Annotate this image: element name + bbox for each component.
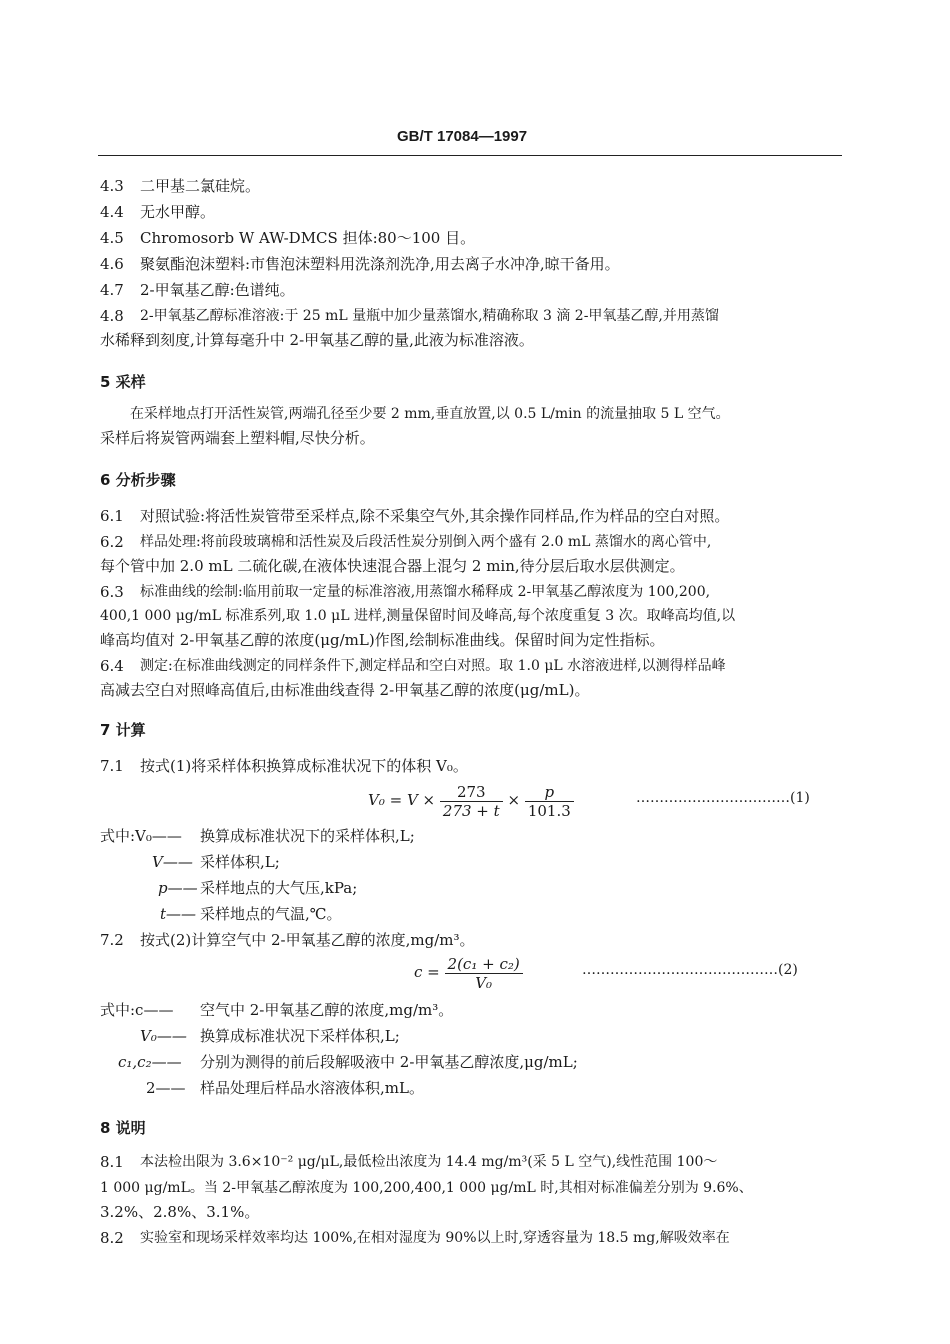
clause-num-4-7: 4.7: [100, 281, 124, 299]
clause-num-4-4: 4.4: [100, 203, 124, 221]
clause-text-4-6: 聚氨酯泡沫塑料:市售泡沫塑料用洗涤剂洗净,用去离子水冲净,晾干备用。: [140, 255, 620, 273]
clause-num-4-3: 4.3: [100, 177, 124, 195]
where2-desc-3: 样品处理后样品水溶液体积,mL。: [200, 1079, 424, 1097]
equation-2-number: ……………………………………(2): [582, 962, 798, 978]
clause-text-8-1-line2: 1 000 μg/mL。当 2-甲氧基乙醇浓度为 100,200,400,1 000 μg/mL 时,其相对标准偏差分别为 9.6%、: [100, 1180, 753, 1196]
clause-text-8-2-line1: 实验室和现场采样效率均达 100%,在相对湿度为 90%以上时,穿透容量为 18.5 mg,解吸效率在: [140, 1230, 730, 1246]
section-title-6: 6 分析步骤: [100, 471, 176, 489]
where1-sym-2: p——: [158, 879, 198, 897]
header-rule: [98, 155, 842, 156]
where2-sym-1: V₀——: [140, 1027, 187, 1045]
clause-num-4-6: 4.6: [100, 255, 124, 273]
clause-num-8-1: 8.1: [100, 1153, 124, 1171]
eq1-frac2-denominator: 101.3: [527, 801, 571, 820]
clause-num-6-3: 6.3: [100, 583, 124, 601]
clause-num-6-2: 6.2: [100, 533, 124, 551]
clause-text-8-1-line1: 本法检出限为 3.6×10⁻² μg/μL,最低检出浓度为 14.4 mg/m³(采 5 L 空气),线性范围 100～: [140, 1154, 718, 1170]
clause-num-7-1: 7.1: [100, 757, 124, 775]
section-title-8: 8 说明: [100, 1119, 146, 1137]
where1-sym-0: 式中:V₀——: [100, 827, 182, 845]
eq2-lhs: c =: [414, 963, 440, 981]
eq1-frac2-numerator: p: [525, 783, 574, 802]
where1-desc-2: 采样地点的大气压,kPa;: [200, 879, 358, 897]
clause-text-8-1-line3: 3.2%、2.8%、3.1%。: [100, 1203, 260, 1221]
clause-text-4-4: 无水甲醇。: [140, 203, 216, 221]
equation-1: [368, 780, 574, 820]
clause-text-7-2: 按式(2)计算空气中 2-甲氧基乙醇的浓度,mg/m³。: [140, 931, 475, 949]
section-title-5: 5 采样: [100, 373, 146, 391]
clause-text-6-2-line1: 样品处理:将前段玻璃棉和活性炭及后段活性炭分别倒入两个盛有 2.0 mL 蒸馏水的离心管中,: [140, 534, 712, 550]
clause-text-6-2-line2: 每个管中加 2.0 mL 二硫化碳,在液体快速混合器上混匀 2 min,待分层后取水层供测定。: [100, 557, 685, 575]
clause-text-4-7: 2-甲氧基乙醇:色谱纯。: [140, 281, 295, 299]
clause-text-6-3-line1: 标准曲线的绘制:临用前取一定量的标准溶液,用蒸馏水稀释成 2-甲氧基乙醇浓度为 100,200,: [140, 584, 711, 600]
equation-2: [414, 952, 523, 992]
clause-num-4-5: 4.5: [100, 229, 124, 247]
clause-text-7-1: 按式(1)将采样体积换算成标准状况下的体积 V₀。: [140, 757, 468, 775]
eq2-fraction: [445, 955, 523, 992]
standard-code-header: GB/T 17084—1997: [397, 128, 528, 145]
eq1-frac1-numerator: 273: [440, 783, 503, 802]
sec5-para-line1: 在采样地点打开活性炭管,两端孔径至少要 2 mm,垂直放置,以 0.5 L/min 的流量抽取 5 L 空气。: [130, 406, 730, 422]
clause-num-6-4: 6.4: [100, 657, 124, 675]
eq1-times: ×: [507, 791, 521, 809]
where1-sym-1: V——: [152, 853, 193, 871]
eq1-frac1-denominator: 273 + t: [442, 801, 500, 820]
clause-text-4-8-line2: 水稀释到刻度,计算每毫升中 2-甲氧基乙醇的量,此液为标准溶液。: [100, 331, 534, 349]
clause-text-6-1: 对照试验:将活性炭管带至采样点,除不采集空气外,其余操作同样品,作为样品的空白对照。: [140, 507, 730, 525]
where2-desc-1: 换算成标准状况下采样体积,L;: [200, 1027, 400, 1045]
where1-desc-1: 采样体积,L;: [200, 853, 280, 871]
clause-text-6-3-line2: 400,1 000 μg/mL 标准系列,取 1.0 μL 进样,测量保留时间及峰高,每个浓度重复 3 次。取峰高均值,以: [100, 608, 736, 624]
equation-1-number: ……………………………(1): [636, 790, 810, 806]
eq1-lhs: V₀ = V ×: [368, 791, 436, 809]
eq1-fraction-temperature: [440, 783, 503, 820]
where2-sym-2: c₁,c₂——: [118, 1053, 182, 1071]
clause-text-6-4-line1: 测定:在标准曲线测定的同样条件下,测定样品和空白对照。取 1.0 μL 水溶液进样,以测得样品峰: [140, 658, 726, 674]
clause-text-6-4-line2: 高减去空白对照峰高值后,由标准曲线查得 2-甲氧基乙醇的浓度(μg/mL)。: [100, 681, 590, 699]
clause-num-8-2: 8.2: [100, 1229, 124, 1247]
where1-desc-0: 换算成标准状况下的采样体积,L;: [200, 827, 415, 845]
where1-desc-3: 采样地点的气温,℃。: [200, 905, 342, 923]
where1-sym-3: t——: [160, 905, 197, 923]
eq2-denominator: V₀: [475, 973, 493, 992]
sec5-para-line2: 采样后将炭管两端套上塑料帽,尽快分析。: [100, 429, 375, 447]
clause-text-4-5: Chromosorb W AW-DMCS 担体:80～100 目。: [140, 229, 476, 247]
section-title-7: 7 计算: [100, 721, 146, 739]
eq2-numerator: 2(c₁ + c₂): [445, 955, 523, 974]
clause-text-4-3: 二甲基二氯硅烷。: [140, 177, 261, 195]
where2-sym-0: 式中:c——: [100, 1001, 174, 1019]
clause-text-4-8-line1: 2-甲氧基乙醇标准溶液:于 25 mL 量瓶中加少量蒸馏水,精确称取 3 滴 2-甲氧基乙醇,并用蒸馏: [140, 308, 719, 324]
clause-text-6-3-line3: 峰高均值对 2-甲氧基乙醇的浓度(μg/mL)作图,绘制标准曲线。保留时间为定性指标。: [100, 631, 665, 649]
where2-desc-0: 空气中 2-甲氧基乙醇的浓度,mg/m³。: [200, 1001, 454, 1019]
where2-sym-3: 2——: [146, 1079, 186, 1097]
eq1-fraction-pressure: [525, 783, 574, 820]
clause-num-7-2: 7.2: [100, 931, 124, 949]
clause-num-4-8: 4.8: [100, 307, 124, 325]
clause-num-6-1: 6.1: [100, 507, 124, 525]
where2-desc-2: 分别为测得的前后段解吸液中 2-甲氧基乙醇浓度,μg/mL;: [200, 1053, 578, 1071]
